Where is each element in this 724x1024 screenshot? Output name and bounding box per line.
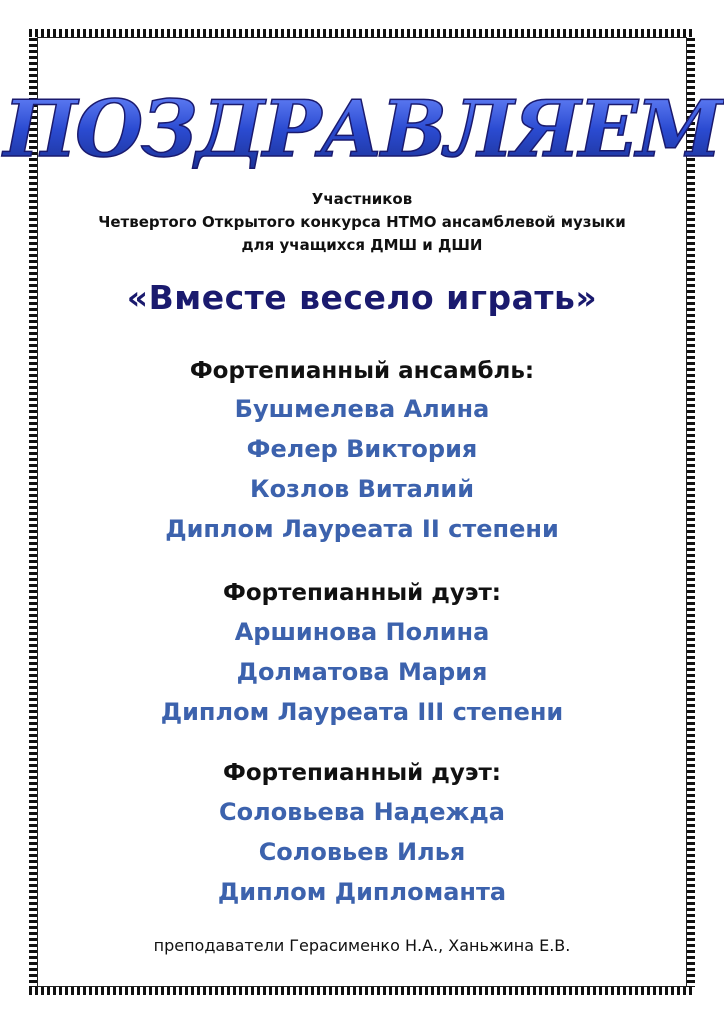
participant-name: Долматова Мария xyxy=(236,658,488,686)
participant-name: Козлов Виталий xyxy=(249,475,475,503)
title-wordart xyxy=(3,58,721,188)
intro-line-1: Участников xyxy=(311,190,413,208)
participant-name: Соловьева Надежда xyxy=(219,798,505,826)
section-label: Фортепианный дуэт: xyxy=(223,580,501,606)
intro-text xyxy=(40,188,684,257)
intro-line-2: Четвертого Открытого конкурса НТМО ансамблевой музыки xyxy=(98,213,626,231)
contest-name: «Вместе весело играть» xyxy=(126,278,598,317)
participant-name: Фелер Виктория xyxy=(246,435,478,463)
award-text: Диплом Дипломанта xyxy=(217,878,507,906)
title-banner xyxy=(3,58,721,188)
title-text: ПОЗДРАВЛЯЕМ xyxy=(3,84,721,175)
award-text: Диплом Лауреата II степени xyxy=(165,515,559,543)
section-label: Фортепианный дуэт: xyxy=(223,760,501,786)
participant-name: Аршинова Полина xyxy=(234,618,490,646)
intro-line-3: для учащихся ДМШ и ДШИ xyxy=(241,236,483,254)
certificate-content xyxy=(3,40,721,984)
award-text: Диплом Лауреата III степени xyxy=(160,698,564,726)
participant-name: Соловьев Илья xyxy=(258,838,466,866)
section-label: Фортепианный ансамбль: xyxy=(189,358,535,384)
participant-name: Бушмелева Алина xyxy=(234,395,490,423)
teachers-text: преподаватели Герасименко Н.А., Ханьжина Е.В. xyxy=(153,936,571,955)
